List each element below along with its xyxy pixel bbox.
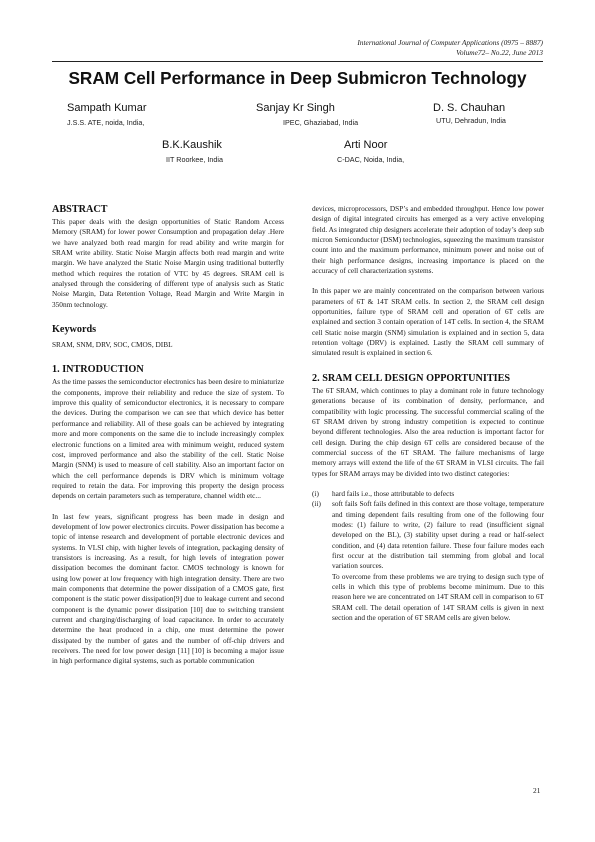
page-number: 21: [533, 786, 541, 795]
author-name: Arti Noor: [344, 139, 388, 151]
author-affiliation: C-DAC, Noida, India,: [337, 155, 405, 164]
section-2-paragraph: The 6T SRAM, which continues to play a dominant role in future technology generations because of its combination of density, performance, and compatibility with logic processing. The successful commercial scaling of the 6T SRAM driven by strong industry competition is expected to continue beyond different technologies. Also the area reduction is important factor for cell design. During the chip design 6T cells are considered because of the commercial success of the 6T SRAM. The failure mechanisms of large memory arrays will extend the life of the 6T SRAM in VLSI circuits. The fail types for SRAM arrays may be divided into two distinct categories:: [312, 385, 544, 478]
section-2-heading: 2. SRAM CELL DESIGN OPPORTUNITIES: [312, 372, 511, 384]
right-column: [312, 204, 544, 623]
keywords-heading: Keywords: [52, 324, 97, 336]
introduction-heading: 1. INTRODUCTION: [52, 364, 144, 376]
list-item-text: hard fails i.e., those attributable to defects: [332, 488, 455, 498]
list-item: [312, 499, 544, 623]
introduction-paragraph: As the time passes the semiconductor electronics has been desire to miniaturize the components, improve their reliability and reduce the size of system. To improve this quality of semiconductor electronics, it is necessary to compare the devices. During the comparison we can see that which device has better performance and reliability. All of these goals can be achieved by integrating more and more components on the same die to include increasingly complex electronic functions on a limited area with minimum weight, reduced system cost, improved performance and also the stability of the cell. Static Noise Margin (SNM) is used to measure of cell stability. Also an important factor on which the cell performance depends is DRV which is minimum voltage required to retain the data. For improving this property the design process depends on certain parameters such as temperature, channel width etc...: [52, 377, 285, 501]
introduction-paragraph: In this paper we are mainly concentrated on the comparison between various parameters of 6T & 14T SRAM cells. In section 2, the SRAM cell design opportunities, failure type of SRAM cell and operation of 6T cells are explained and section 3 contain operation of 14T cells. In section 4, the SRAM cell Static noise margin (SNM) simulation is explained and in section 5, data retention voltage (DRV) is explained. Lastly the SRAM cell summary of simulated result is explained in section 6.: [312, 286, 544, 358]
author-affiliation: J.S.S. ATE, noida, India,: [67, 118, 145, 127]
header-divider: [52, 61, 543, 62]
journal-name: International Journal of Computer Applications (0975 – 8887): [357, 38, 543, 47]
author-affiliation: IIT Roorkee, India: [166, 155, 223, 164]
list-item-text: soft fails Soft fails defined in this context are those voltage, temperature and timing dependent fails resulting from one of the following four modes: (1) failure to write, (2) failure to read (insufficient signal developed on the BL), (3) stability upset during a read or half-select condition, and (4) data retention failure. These four failure modes each first occur at the distribution tail stemming from global and local variation sources.: [332, 499, 544, 571]
author-name: Sanjay Kr Singh: [256, 102, 335, 114]
list-marker: (i): [312, 488, 319, 498]
list-item-continuation: To overcome from these problems we are trying to design such type of cells in which this type of problems become minimum. Due to this reason here we are concentrated on 14T SRAM cell in comparison to 6T SRAM cell. The detail operation of 14T SRAM cells is given in next section and the operation of 6T SRAM cells are given below.: [332, 571, 544, 623]
introduction-paragraph: In last few years, significant progress has been made in design and development of low power electronics circuits. Power dissipation has become a topic of intense research and development of portable electronic devices and systems. In VLSI chip, with higher levels of integration, packaging density of transistors is increasing. As a result, for high levels of integration power dissipation becomes the dominant factor. CMOS technology is known for using low power at low frequency with high integration density. There are two main components that determine the power dissipation of a CMOS gate, first component is the static power dissipation[9] due to leakage current and second component is the dynamic power dissipation [10] due to switching transient current and charging/discharging of load capacitance. In order to accurately determine the heat produced in a chip, one must determine the power dissipated by the number of gates and the number of off-chip drivers and receivers. The need for low power design [11] [10] is becoming a major issue in high performance digital systems, such as portable communication: [52, 511, 285, 666]
introduction-paragraph: devices, microprocessors, DSP’s and embedded throughput. Hence low power design of digital integrated circuits has emerged as a very active enveloping field. As integrated chip designers accelerate their adoption of today’s deep sub micron Semiconductor (DSM) technologies, squeezing the maximum transistor count into and the maximum performance, minimum power and noise out of their high performance designs, increasing importance is placed on the accuracy of cell characterization systems.: [312, 204, 544, 276]
author-block: [256, 102, 358, 127]
author-block: [67, 102, 146, 127]
paper-title: SRAM Cell Performance in Deep Submicron Technology: [68, 68, 527, 88]
author-block: [162, 139, 223, 164]
author-name: Sampath Kumar: [67, 102, 147, 114]
author-name: D. S. Chauhan: [433, 102, 506, 114]
abstract-text: This paper deals with the design opportunities of Static Random Access Memory (SRAM) for lower power Consumption and propagation delay .Here we have analyzed both read margin for read ability and write margin for SRAM write ability. Static Noise Margin affects both read margin and write margin. We have analyzed the Static Noise Margin using traditional butterfly method which requires the rotation of VTC by 45 degrees. SRAM cell is analysed through the considering of different type of analysis such as Static Noise Margin, Data Retention Voltage, Read Margin and Write Margin in 350nm technology.: [52, 217, 284, 309]
journal-volume: Volume72– No.22, June 2013: [456, 48, 543, 57]
author-affiliation: IPEC, Ghaziabad, India: [283, 118, 359, 127]
abstract-heading: ABSTRACT: [52, 204, 108, 215]
author-name: B.K.Kaushik: [162, 139, 222, 151]
author-block: [337, 139, 405, 164]
list-marker: (ii): [312, 499, 321, 509]
left-column: [52, 204, 284, 667]
author-block: [433, 102, 506, 125]
keywords-text: SRAM, SNM, DRV, SOC, CMOS, DIBL: [52, 340, 173, 350]
list-item: [312, 489, 544, 499]
author-affiliation: UTU, Dehradun, India: [436, 116, 506, 125]
